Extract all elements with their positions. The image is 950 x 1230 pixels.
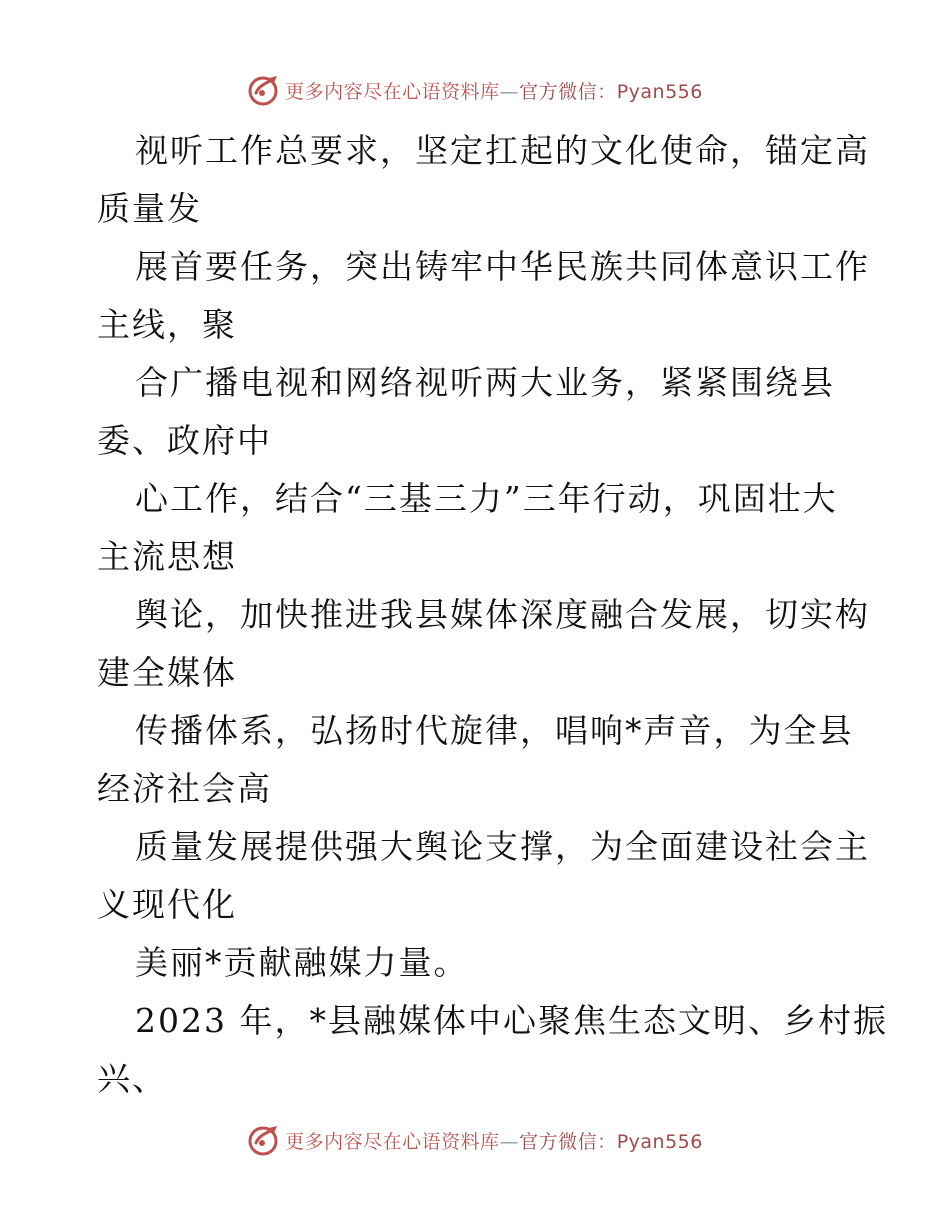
body-line-8: 主流思想 <box>97 537 237 576</box>
body-line-4: 主线，聚 <box>97 305 237 344</box>
header-separator: — <box>499 80 520 103</box>
footer-separator: — <box>499 1130 520 1153</box>
footer-banner-inner <box>247 1123 703 1157</box>
brand-logo-icon <box>247 1123 281 1157</box>
body-line-3: 展首要任务，突出铸牢中华民族共同体意识工作 <box>135 247 870 286</box>
footer-wechat-label: 官方微信： <box>519 1130 617 1153</box>
body-line-15: 美丽*贡献融媒力量。 <box>135 943 469 982</box>
footer-brand-text: 更多内容尽在心语资料库 <box>285 1130 500 1153</box>
body-line-6: 委、政府中 <box>97 421 272 460</box>
header-brand-text: 更多内容尽在心语资料库 <box>285 80 500 103</box>
body-line-12: 经济社会高 <box>97 769 272 808</box>
body-line-10: 建全媒体 <box>97 653 237 692</box>
brand-logo-icon <box>247 73 281 107</box>
body-line-1: 视听工作总要求，坚定扛起的文化使命，锚定高 <box>135 131 870 170</box>
header-banner <box>0 70 950 110</box>
document-body <box>97 122 888 1108</box>
body-line-14: 义现代化 <box>97 885 237 924</box>
body-line-13: 质量发展提供强大舆论支撑，为全面建设社会主 <box>135 827 870 866</box>
body-line-16: 2023 年，*县融媒体中心聚焦生态文明、乡村振 <box>135 1001 888 1040</box>
footer-banner-text <box>285 1127 703 1154</box>
body-line-17: 兴、 <box>97 1059 167 1098</box>
body-line-7: 心工作，结合“三基三力”三年行动，巩固壮大 <box>135 479 838 518</box>
body-line-5: 合广播电视和网络视听两大业务，紧紧围绕县 <box>135 363 835 402</box>
body-line-9: 舆论，加快推进我县媒体深度融合发展，切实构 <box>135 595 870 634</box>
footer-banner <box>0 1120 950 1160</box>
body-line-2: 质量发 <box>97 189 202 228</box>
header-wechat-id: Pyan556 <box>616 80 703 103</box>
footer-wechat-id: Pyan556 <box>616 1130 703 1153</box>
body-line-11: 传播体系，弘扬时代旋律，唱响*声音，为全县 <box>135 711 854 750</box>
header-banner-text <box>285 77 703 104</box>
header-wechat-label: 官方微信： <box>519 80 617 103</box>
header-banner-inner <box>247 73 703 107</box>
